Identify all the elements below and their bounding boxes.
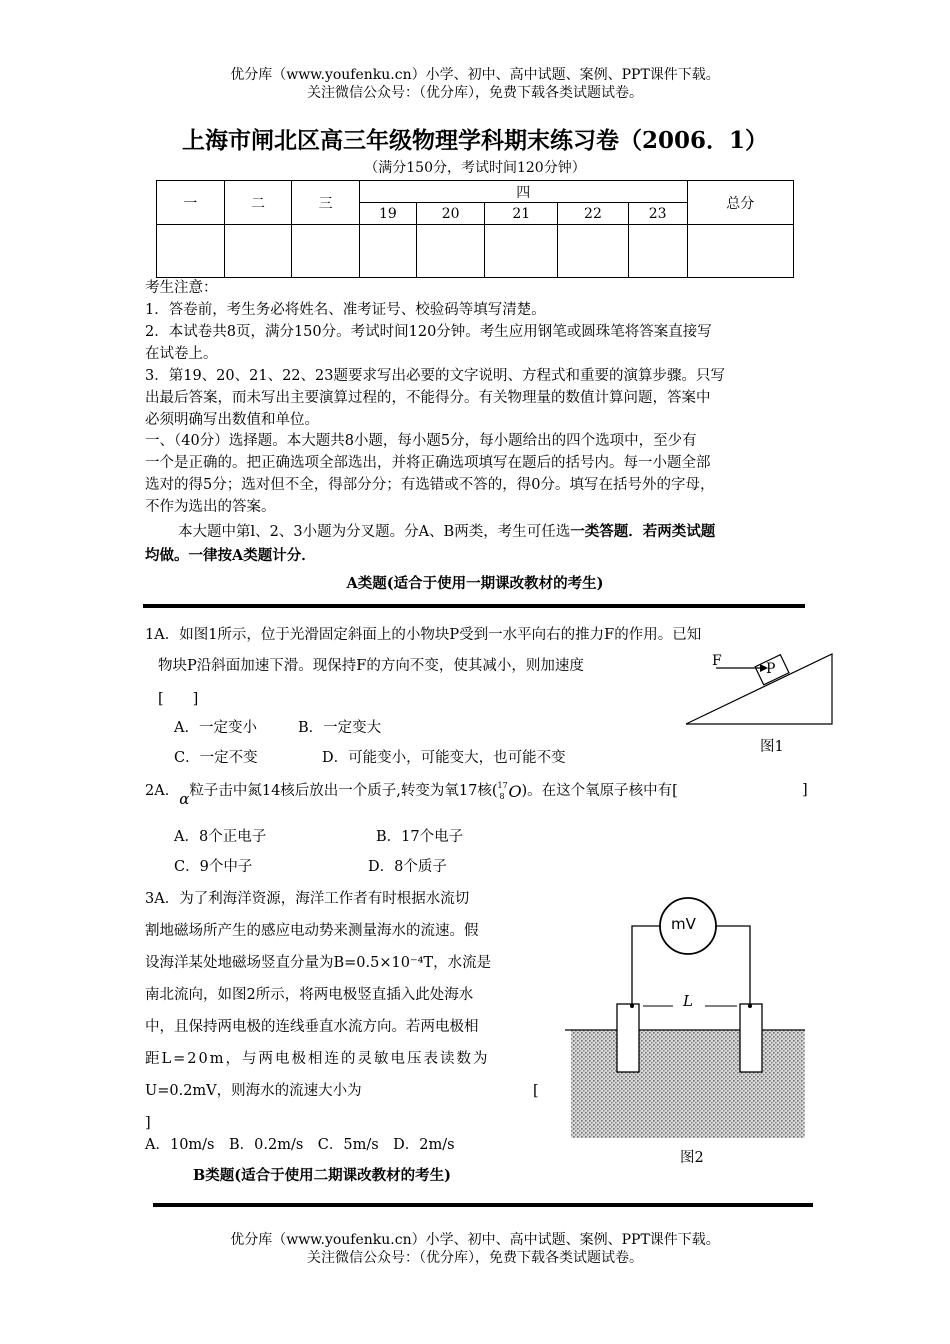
- q1-option-d[interactable]: D．可能变小，可能变大，也可能不变: [322, 750, 566, 766]
- type-a-heading: A类题(适合于使用一期课改教材的考生): [346, 575, 604, 592]
- figure-1-incline: [684, 650, 836, 728]
- score-sub-22: 22: [558, 203, 629, 225]
- q3-line-6: 距L=20m，与两电极相连的灵敏电压表读数为: [145, 1051, 490, 1067]
- q1-bracket[interactable]: [ ]: [158, 691, 199, 707]
- alpha-symbol: α: [179, 790, 190, 808]
- score-cell[interactable]: [157, 225, 225, 278]
- q3-line-2: 割地磁场所产生的感应电动势来测量海水的流速。假: [145, 923, 479, 939]
- divider: [143, 604, 805, 608]
- score-col-2: 二: [224, 181, 292, 225]
- q3-line-5: 中，且保持两电极的连线垂直水流方向。若两电极相: [145, 1019, 479, 1035]
- section1-note-2: 均做。一律按A类题计分．: [145, 547, 316, 564]
- q3-line-1: 3A．为了利海洋资源，海洋工作者有时根据水流切: [145, 891, 470, 907]
- notice-item-3b: 出最后答案，而未写出主要演算过程的，不能得分。有关物理量的数值计算问题，答案中: [145, 390, 711, 406]
- q2-prefix: 2A．: [145, 783, 180, 799]
- section1-line-1: 一、（40分）选择题。本大题共8小题，每小题5分，每小题给出的四个选项中，至少有: [145, 433, 697, 449]
- footer-line-1: 优分库（www.youfenku.cn）小学、初中、高中试题、案例、PPT课件下载。: [230, 1232, 720, 1248]
- figure-1-caption: 图1: [760, 739, 784, 755]
- type-b-heading: B类题(适合于使用二期课改教材的考生): [193, 1167, 451, 1184]
- section1-note-1: [178, 520, 818, 544]
- q2-option-a[interactable]: A．8个正电子: [174, 829, 267, 845]
- score-cell[interactable]: [416, 225, 485, 278]
- q2-bracket-end: ]: [802, 782, 808, 798]
- q3-bracket-open[interactable]: [: [533, 1083, 539, 1099]
- figure-2-meter-label: mV: [671, 915, 696, 933]
- q1-line-2: 物块P沿斜面加速下滑。现保持F的方向不变，使其减小，则加速度: [158, 658, 584, 674]
- score-cell[interactable]: [224, 225, 292, 278]
- q2-option-b[interactable]: B．17个电子: [376, 829, 464, 845]
- figure-1-block-label: P: [766, 661, 776, 677]
- q2-stem: [145, 775, 815, 806]
- score-cell[interactable]: [628, 225, 687, 278]
- q3-stem: [145, 883, 555, 1139]
- section1-line-2: 一个是正确的。把正确选项全部选出，并将正确选项填写在题后的括号内。每一小题全部: [145, 455, 711, 471]
- section1-line-3: 选对的得5分；选对但不全，得部分分；有选错或不答的，得0分。填写在括号外的字母，: [145, 477, 715, 493]
- score-cell[interactable]: [360, 225, 417, 278]
- score-cell[interactable]: [485, 225, 558, 278]
- q3-line-4: 南北流向，如图2所示，将两电极竖直插入此处海水: [145, 987, 474, 1003]
- score-cell[interactable]: [558, 225, 629, 278]
- score-sub-19: 19: [360, 203, 417, 225]
- notice-item-2b: 在试卷上。: [145, 346, 218, 362]
- notice-item-3c: 必须明确写出数值和单位。: [145, 412, 319, 428]
- notice-item-1: 1．答卷前，考生务必将姓名、准考证号、校验码等填写清楚。: [145, 302, 546, 318]
- header-line-2: 关注微信公众号：（优分库），免费下载各类试题试卷。: [307, 85, 643, 101]
- notice-heading: 考生注意：: [145, 280, 218, 296]
- score-total: 总分: [687, 181, 793, 225]
- notice-item-3: 3．第19、20、21、22、23题要求写出必要的文字说明、方程式和重要的演算步骤。只写: [145, 368, 725, 384]
- q3-line-7: [145, 1075, 555, 1107]
- score-sub-20: 20: [416, 203, 485, 225]
- q1-option-b[interactable]: B．一定变大: [298, 720, 382, 736]
- isotope-symbol: O: [508, 782, 522, 801]
- footer-line-2: 关注微信公众号：（优分库），免费下载各类试题试卷。: [307, 1250, 643, 1266]
- score-sub-23: 23: [628, 203, 687, 225]
- q3-bracket-close: ]: [145, 1115, 151, 1131]
- q2-text-1: 粒子击中氮14核后放出一个质子,转变为氧17核(: [189, 783, 498, 799]
- q1-option-a[interactable]: A．一定变小: [174, 720, 257, 736]
- isotope-mass: 17: [497, 781, 508, 790]
- score-sub-21: 21: [485, 203, 558, 225]
- section1-note-bold: 一类答题．若两类试题: [570, 523, 716, 540]
- oxygen-isotope: [498, 781, 522, 801]
- score-col-1: 一: [157, 181, 225, 225]
- score-cell[interactable]: [292, 225, 360, 278]
- q3-line-3: 设海洋某处地磁场竖直分量为B=0.5×10⁻⁴T，水流是: [145, 955, 492, 971]
- q1-option-c[interactable]: C．一定不变: [174, 750, 258, 766]
- score-col-3: 三: [292, 181, 360, 225]
- section1-line-4: 不作为选出的答案。: [145, 499, 276, 515]
- header-line-1: 优分库（www.youfenku.cn）小学、初中、高中试题、案例、PPT课件下载。: [230, 67, 720, 83]
- exam-subtitle: （满分150分，考试时间120分钟）: [364, 160, 586, 176]
- section1-note-normal: 本大题中第l、2、3小题为分叉题。分A、B两类，考生可任选: [178, 524, 571, 540]
- exam-title: 上海市闸北区高三年级物理学科期末练习卷（2006．1）: [181, 127, 769, 154]
- figure-1-force-label: F: [712, 653, 722, 669]
- figure-2-caption: 图2: [680, 1150, 704, 1166]
- score-cell[interactable]: [687, 225, 793, 278]
- score-table: [156, 180, 794, 278]
- q1-line-1: 1A．如图1所示，位于光滑固定斜面上的小物块P受到一水平向右的推力F的作用。已知: [145, 627, 702, 643]
- q3-line-7-text: U=0.2mV，则海水的流速大小为: [145, 1083, 362, 1099]
- q2-text-2: )。在这个氧原子核中有[: [521, 783, 678, 799]
- q3-options[interactable]: A．10m/s B．0.2m/s C．5m/s D．2m/s: [145, 1137, 455, 1153]
- figure-2-length-label: L: [683, 992, 693, 1010]
- q2-option-c[interactable]: C．9个中子: [174, 859, 253, 875]
- isotope-number: 8: [499, 792, 505, 801]
- notice-item-2: 2．本试卷共8页，满分150分。考试时间120分钟。考生应用钢笔或圆珠笔将答案直接写: [145, 324, 712, 340]
- score-col-4: 四: [360, 181, 688, 203]
- q2-option-d[interactable]: D．8个质子: [368, 859, 447, 875]
- divider: [153, 1203, 813, 1207]
